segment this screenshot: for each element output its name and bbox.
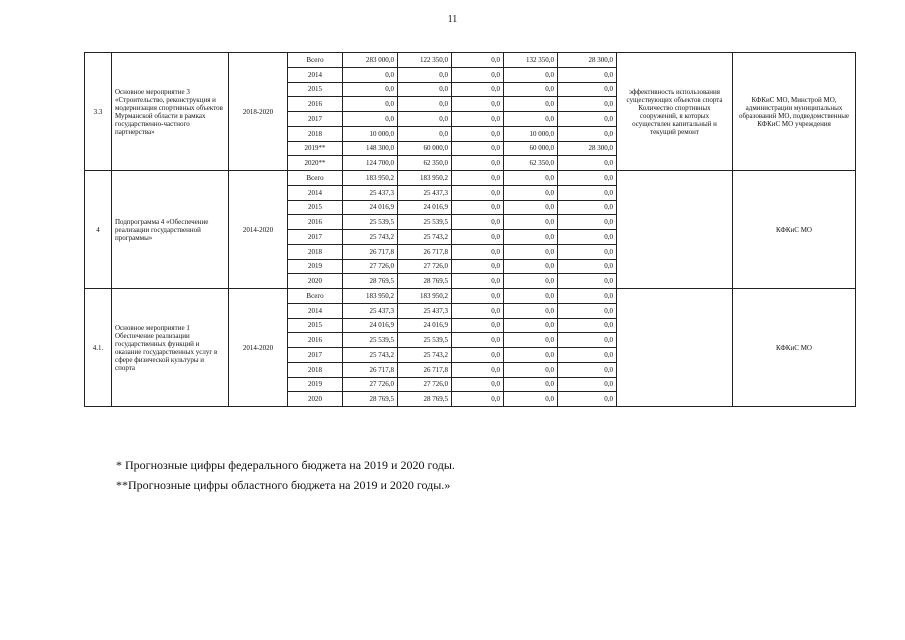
year-cell: 2019 <box>288 259 343 274</box>
amount-cell: 0,0 <box>504 215 558 230</box>
amount-cell: 0,0 <box>452 97 504 112</box>
effect-indicator: эффективность использования существующих объектов спорта Количество спортивных сооружений, в которых осуществлен капитальный и текущий ремонт <box>617 53 733 171</box>
amount-cell: 0,0 <box>558 377 617 392</box>
year-cell: 2014 <box>288 303 343 318</box>
year-cell: 2019** <box>288 141 343 156</box>
row-number: 3.3 <box>85 53 112 171</box>
amount-cell: 62 350,0 <box>398 156 452 171</box>
amount-cell: 28 300,0 <box>558 141 617 156</box>
amount-cell: 0,0 <box>504 171 558 186</box>
amount-cell: 27 726,0 <box>343 259 398 274</box>
amount-cell: 0,0 <box>504 259 558 274</box>
footnote-federal: * Прогнозные цифры федерального бюджета на 2019 и 2020 годы. <box>116 458 455 472</box>
year-cell: 2019 <box>288 377 343 392</box>
implementation-period: 2018-2020 <box>229 53 288 171</box>
row-number: 4.1. <box>85 289 112 407</box>
footnote-regional: **Прогнозные цифры областного бюджета на 2019 и 2020 годы.» <box>116 478 451 492</box>
amount-cell: 28 769,5 <box>343 392 398 407</box>
amount-cell: 0,0 <box>504 185 558 200</box>
amount-cell: 24 016,9 <box>343 200 398 215</box>
amount-cell: 10 000,0 <box>504 126 558 141</box>
amount-cell: 0,0 <box>504 318 558 333</box>
amount-cell: 0,0 <box>452 289 504 304</box>
amount-cell: 0,0 <box>452 53 504 68</box>
amount-cell: 0,0 <box>504 67 558 82</box>
amount-cell: 0,0 <box>504 82 558 97</box>
measure-name: Основное мероприятие 3 «Строительство, реконструкция и модернизация спортивных объектов Мурманской области в рамках государственно-частного партнерства» <box>112 53 229 171</box>
amount-cell: 0,0 <box>452 141 504 156</box>
year-cell: 2014 <box>288 185 343 200</box>
amount-cell: 25 743,2 <box>343 230 398 245</box>
implementation-period: 2014-2020 <box>229 289 288 407</box>
amount-cell: 62 350,0 <box>504 156 558 171</box>
amount-cell: 0,0 <box>558 82 617 97</box>
amount-cell: 0,0 <box>504 289 558 304</box>
effect-indicator <box>617 289 733 407</box>
amount-cell: 25 539,5 <box>398 215 452 230</box>
amount-cell: 0,0 <box>558 97 617 112</box>
amount-cell: 0,0 <box>504 362 558 377</box>
amount-cell: 0,0 <box>452 274 504 289</box>
amount-cell: 25 539,5 <box>343 333 398 348</box>
amount-cell: 0,0 <box>558 362 617 377</box>
amount-cell: 0,0 <box>398 126 452 141</box>
amount-cell: 0,0 <box>558 392 617 407</box>
amount-cell: 10 000,0 <box>343 126 398 141</box>
amount-cell: 0,0 <box>452 303 504 318</box>
amount-cell: 0,0 <box>452 259 504 274</box>
amount-cell: 0,0 <box>558 274 617 289</box>
amount-cell: 24 016,9 <box>343 318 398 333</box>
amount-cell: 25 437,3 <box>398 303 452 318</box>
amount-cell: 60 000,0 <box>504 141 558 156</box>
table-row <box>85 289 856 304</box>
year-cell: 2018 <box>288 244 343 259</box>
executor: КФКиС МО <box>733 171 856 289</box>
amount-cell: 0,0 <box>504 97 558 112</box>
amount-cell: 25 437,3 <box>398 185 452 200</box>
amount-cell: 0,0 <box>558 348 617 363</box>
year-cell: 2015 <box>288 200 343 215</box>
amount-cell: 0,0 <box>452 362 504 377</box>
effect-indicator <box>617 171 733 289</box>
amount-cell: 28 769,5 <box>398 274 452 289</box>
amount-cell: 0,0 <box>558 230 617 245</box>
table-body <box>85 53 856 407</box>
amount-cell: 0,0 <box>452 67 504 82</box>
amount-cell: 124 700,0 <box>343 156 398 171</box>
amount-cell: 28 300,0 <box>558 53 617 68</box>
amount-cell: 0,0 <box>452 126 504 141</box>
amount-cell: 0,0 <box>558 171 617 186</box>
measure-name: Основное мероприятие 1 Обеспечение реализации государственных функций и оказание государственных услуг в сфере физической культуры и спорта <box>112 289 229 407</box>
amount-cell: 24 016,9 <box>398 318 452 333</box>
amount-cell: 0,0 <box>452 215 504 230</box>
year-cell: 2020** <box>288 156 343 171</box>
implementation-period: 2014-2020 <box>229 171 288 289</box>
amount-cell: 25 539,5 <box>343 215 398 230</box>
amount-cell: 0,0 <box>558 200 617 215</box>
amount-cell: 25 743,2 <box>343 348 398 363</box>
amount-cell: 0,0 <box>452 156 504 171</box>
footnotes <box>116 455 455 495</box>
year-cell: Всего <box>288 289 343 304</box>
amount-cell: 0,0 <box>504 274 558 289</box>
year-cell: Всего <box>288 53 343 68</box>
amount-cell: 183 950,2 <box>343 171 398 186</box>
page-number: 11 <box>447 14 458 25</box>
year-cell: 2014 <box>288 67 343 82</box>
amount-cell: 0,0 <box>452 377 504 392</box>
table-row <box>85 53 856 68</box>
amount-cell: 0,0 <box>398 112 452 127</box>
amount-cell: 0,0 <box>504 377 558 392</box>
amount-cell: 132 350,0 <box>504 53 558 68</box>
amount-cell: 0,0 <box>452 185 504 200</box>
measure-name: Подпрограмма 4 «Обеспечение реализации государственной программы» <box>112 171 229 289</box>
amount-cell: 0,0 <box>558 318 617 333</box>
amount-cell: 0,0 <box>452 392 504 407</box>
amount-cell: 25 437,3 <box>343 303 398 318</box>
year-cell: 2017 <box>288 348 343 363</box>
amount-cell: 27 726,0 <box>398 377 452 392</box>
executor: КФКиС МО, Минстрой МО, администрации муниципальных образований МО, подведомственные КФКиС МО учреждения <box>733 53 856 171</box>
amount-cell: 26 717,8 <box>343 362 398 377</box>
executor: КФКиС МО <box>733 289 856 407</box>
amount-cell: 0,0 <box>343 67 398 82</box>
amount-cell: 283 000,0 <box>343 53 398 68</box>
amount-cell: 0,0 <box>452 348 504 363</box>
amount-cell: 0,0 <box>452 318 504 333</box>
amount-cell: 28 769,5 <box>343 274 398 289</box>
amount-cell: 0,0 <box>452 82 504 97</box>
amount-cell: 183 950,2 <box>398 289 452 304</box>
amount-cell: 0,0 <box>398 67 452 82</box>
year-cell: 2016 <box>288 333 343 348</box>
amount-cell: 0,0 <box>558 303 617 318</box>
amount-cell: 28 769,5 <box>398 392 452 407</box>
amount-cell: 26 717,8 <box>398 244 452 259</box>
amount-cell: 0,0 <box>558 67 617 82</box>
amount-cell: 183 950,2 <box>398 171 452 186</box>
amount-cell: 183 950,2 <box>343 289 398 304</box>
row-number: 4 <box>85 171 112 289</box>
year-cell: 2017 <box>288 230 343 245</box>
table-row <box>85 171 856 186</box>
amount-cell: 148 300,0 <box>343 141 398 156</box>
year-cell: 2015 <box>288 318 343 333</box>
amount-cell: 0,0 <box>558 215 617 230</box>
amount-cell: 0,0 <box>558 259 617 274</box>
year-cell: Всего <box>288 171 343 186</box>
amount-cell: 0,0 <box>452 244 504 259</box>
amount-cell: 0,0 <box>398 97 452 112</box>
amount-cell: 0,0 <box>558 112 617 127</box>
amount-cell: 0,0 <box>452 112 504 127</box>
year-cell: 2020 <box>288 274 343 289</box>
year-cell: 2018 <box>288 362 343 377</box>
year-cell: 2016 <box>288 97 343 112</box>
amount-cell: 25 437,3 <box>343 185 398 200</box>
amount-cell: 26 717,8 <box>398 362 452 377</box>
amount-cell: 26 717,8 <box>343 244 398 259</box>
amount-cell: 122 350,0 <box>398 53 452 68</box>
year-cell: 2018 <box>288 126 343 141</box>
amount-cell: 0,0 <box>504 348 558 363</box>
budget-table <box>84 52 856 407</box>
year-cell: 2016 <box>288 215 343 230</box>
amount-cell: 0,0 <box>558 289 617 304</box>
amount-cell: 0,0 <box>504 200 558 215</box>
amount-cell: 0,0 <box>504 333 558 348</box>
amount-cell: 60 000,0 <box>398 141 452 156</box>
amount-cell: 0,0 <box>452 333 504 348</box>
amount-cell: 0,0 <box>558 185 617 200</box>
amount-cell: 25 539,5 <box>398 333 452 348</box>
amount-cell: 27 726,0 <box>398 259 452 274</box>
amount-cell: 0,0 <box>343 97 398 112</box>
amount-cell: 0,0 <box>558 244 617 259</box>
amount-cell: 27 726,0 <box>343 377 398 392</box>
year-cell: 2020 <box>288 392 343 407</box>
amount-cell: 25 743,2 <box>398 230 452 245</box>
amount-cell: 0,0 <box>504 303 558 318</box>
amount-cell: 0,0 <box>504 112 558 127</box>
amount-cell: 0,0 <box>452 200 504 215</box>
amount-cell: 0,0 <box>558 126 617 141</box>
amount-cell: 0,0 <box>452 230 504 245</box>
amount-cell: 0,0 <box>504 244 558 259</box>
amount-cell: 0,0 <box>558 333 617 348</box>
amount-cell: 0,0 <box>452 171 504 186</box>
amount-cell: 0,0 <box>504 392 558 407</box>
amount-cell: 24 016,9 <box>398 200 452 215</box>
year-cell: 2017 <box>288 112 343 127</box>
amount-cell: 0,0 <box>343 82 398 97</box>
amount-cell: 0,0 <box>504 230 558 245</box>
amount-cell: 0,0 <box>343 112 398 127</box>
amount-cell: 25 743,2 <box>398 348 452 363</box>
amount-cell: 0,0 <box>558 156 617 171</box>
amount-cell: 0,0 <box>398 82 452 97</box>
year-cell: 2015 <box>288 82 343 97</box>
